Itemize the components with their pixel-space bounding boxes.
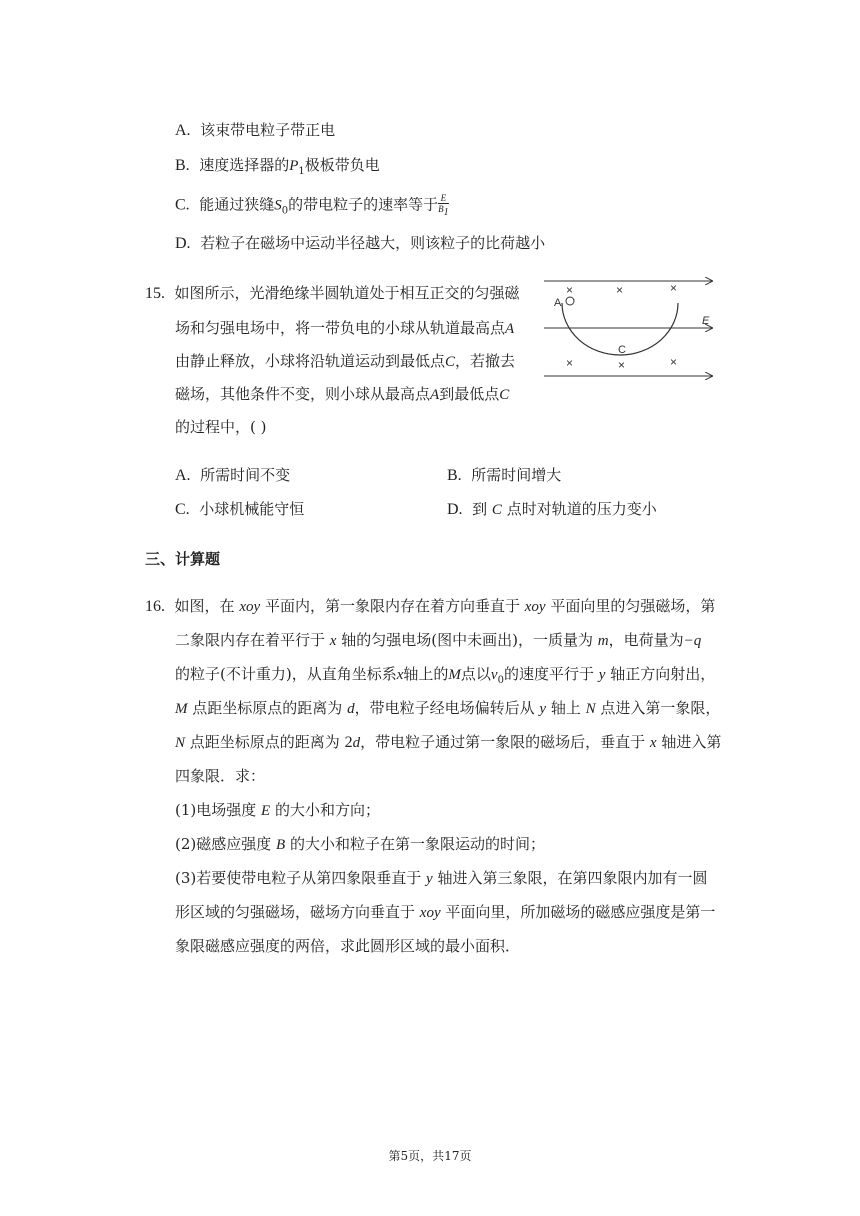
q14-option-d: D. 若粒子在磁场中运动半径越大，则该粒子的比荷越小 bbox=[175, 234, 546, 252]
label-c: C bbox=[618, 344, 626, 356]
cross-mark: × bbox=[670, 281, 678, 295]
q15-line-5: 的过程中，( ) bbox=[175, 418, 267, 436]
q15-option-b: B. 所需时间增大 bbox=[447, 466, 562, 484]
ball bbox=[566, 297, 574, 305]
q15-option-a: A. 所需时间不变 bbox=[175, 466, 291, 484]
q14-option-c: C. 能通过狭缝$S_0$的带电粒子的速率等于 $\frac{E}{B_1}$ bbox=[175, 193, 449, 218]
cross-mark: × bbox=[566, 283, 574, 297]
q14-option-a: A. 该束带电粒子带正电 bbox=[175, 121, 336, 139]
cross-mark: × bbox=[566, 356, 574, 370]
cross-mark: × bbox=[616, 283, 624, 297]
q15-line-4: 磁场，其他条件不变，则小球从最高点A到最低点C bbox=[175, 385, 510, 403]
q16-line-4: M 点距坐标原点的距离为 d，带电粒子经电场偏转后从 y 轴上 N 点进入第一象限， bbox=[175, 699, 721, 717]
q15-line-2: 场和匀强电场中，将一带负电的小球从轨道最高点A bbox=[175, 319, 515, 337]
q16-subq-2: (2)磁感应强度 B 的大小和粒子在第一象限运动的时间； bbox=[175, 835, 545, 853]
q16-line-2: 二象限内存在着平行于 x 轴的匀强电场(图中未画出)，一质量为 m，电荷量为−q bbox=[175, 631, 702, 649]
q15-option-d: D. 到 C 点时对轨道的压力变小 bbox=[447, 500, 657, 518]
q15-line-3: 由静止释放，小球将沿轨道运动到最低点C，若撤去 bbox=[175, 352, 516, 370]
q15-line-1: 15. 如图所示，光滑绝缘半圆轨道处于相互正交的匀强磁 bbox=[145, 284, 520, 302]
cross-mark: × bbox=[670, 355, 678, 369]
q14-option-b: B. 速度选择器的$P_1$极板带负电 bbox=[175, 156, 380, 177]
q16-line-5: N 点距坐标原点的距离为 2d，带电粒子通过第一象限的磁场后，垂直于 x 轴进入第 bbox=[175, 733, 722, 751]
cross-mark: × bbox=[618, 358, 626, 372]
q15-option-c: C. 小球机械能守恒 bbox=[175, 500, 305, 518]
section-title: 三、计算题 bbox=[145, 550, 221, 568]
fraction-e-over-b1: $\frac{E}{B_1}$ bbox=[438, 193, 449, 218]
q16-subq-3-line-1: (3)若要使带电粒子从第四象限垂直于 y 轴进入第三象限，在第四象限内加有一圆 bbox=[175, 869, 708, 887]
q16-subq-3-line-3: 象限磁感应强度的两倍，求此圆形区域的最小面积． bbox=[175, 937, 521, 955]
q16-subq-1: (1)电场强度 E 的大小和方向； bbox=[175, 801, 380, 819]
q16-line-6: 四象限．求： bbox=[175, 767, 266, 785]
label-e: E bbox=[702, 315, 710, 327]
label-a: A bbox=[554, 297, 562, 309]
q15-figure bbox=[540, 272, 720, 384]
q16-line-1: 16. 如图，在 xoy 平面内，第一象限内存在着方向垂直于 xoy 平面向里的匀强磁场，第 bbox=[145, 597, 716, 615]
q16-subq-3-line-2: 形区域的匀强磁场，磁场方向垂直于 xoy 平面向里，所加磁场的磁感应强度是第一 bbox=[175, 903, 716, 921]
q16-line-3: 的粒子(不计重力)，从直角坐标系x轴上的M点以$v_0$的速度平行于 y 轴正方向射出， bbox=[175, 665, 716, 686]
page-footer: 第5页，共17页 bbox=[388, 1149, 472, 1163]
